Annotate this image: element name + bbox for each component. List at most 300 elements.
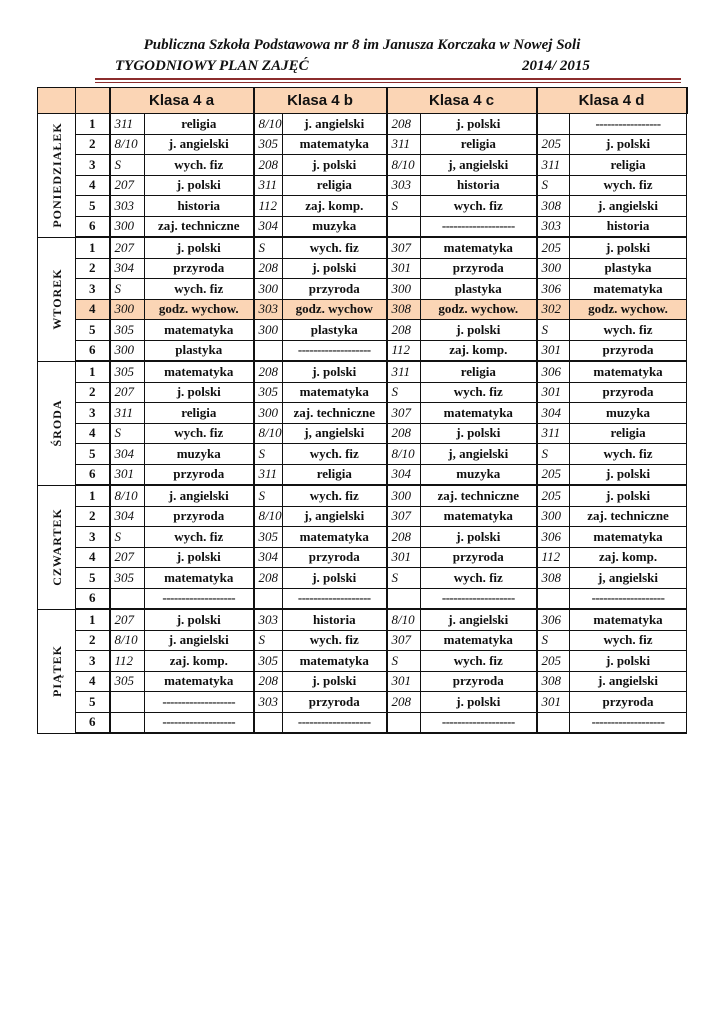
room-number: 112: [110, 651, 145, 672]
day-label: WTOREK: [49, 268, 64, 330]
class-header: [110, 88, 254, 114]
subject: matematyka: [421, 403, 537, 424]
room-number: 307: [387, 403, 421, 424]
subject: religia: [570, 155, 687, 176]
subject: j. polski: [570, 134, 687, 155]
room-number: S: [537, 320, 570, 341]
room-number: 8/10: [110, 485, 145, 506]
room-number: [387, 712, 421, 733]
lesson-number: 6: [76, 340, 110, 361]
lesson-row: [38, 609, 687, 630]
room-number: [110, 588, 145, 609]
lesson-row: [38, 506, 687, 527]
subject: -------------------: [570, 588, 687, 609]
room-number: 306: [537, 527, 570, 548]
subject: godz. wychow.: [421, 299, 537, 320]
room-number: 8/10: [254, 423, 283, 444]
subject: j. angielski: [283, 114, 387, 135]
subject: religia: [421, 361, 537, 382]
subject: j. angielski: [570, 196, 687, 217]
subject: wych. fiz: [145, 423, 254, 444]
subject: historia: [570, 216, 687, 237]
subject: plastyka: [421, 279, 537, 300]
subject: j. polski: [283, 568, 387, 589]
day-label: PIĄTEK: [49, 644, 64, 698]
subject: j, angielski: [570, 568, 687, 589]
subject: j. polski: [145, 237, 254, 258]
subject: matematyka: [283, 134, 387, 155]
subject: przyroda: [421, 258, 537, 279]
subject: przyroda: [145, 258, 254, 279]
class-name: Klasa 4 c: [429, 91, 495, 109]
room-number: 303: [254, 609, 283, 630]
room-number: 112: [254, 196, 283, 217]
room-number: 306: [537, 609, 570, 630]
subject: muzyka: [283, 216, 387, 237]
room-number: 311: [254, 464, 283, 485]
subject: religia: [283, 464, 387, 485]
subject: wych. fiz: [283, 444, 387, 465]
subject: wych. fiz: [145, 279, 254, 300]
header-rule-thin: [95, 82, 681, 83]
subject: wych. fiz: [570, 175, 687, 196]
room-number: S: [254, 485, 283, 506]
subject: -------------------: [283, 712, 387, 733]
room-number: 311: [387, 134, 421, 155]
room-number: 305: [110, 671, 145, 692]
lesson-number: 2: [76, 134, 110, 155]
lesson-number: 1: [76, 361, 110, 382]
room-number: 303: [110, 196, 145, 217]
room-number: 304: [537, 403, 570, 424]
room-number: 311: [387, 361, 421, 382]
room-number: S: [387, 196, 421, 217]
subject: j. polski: [283, 155, 387, 176]
room-number: 311: [537, 155, 570, 176]
subject: muzyka: [421, 464, 537, 485]
room-number: 208: [387, 423, 421, 444]
room-number: 301: [537, 382, 570, 403]
subject: zaj. techniczne: [145, 216, 254, 237]
subject: j. polski: [570, 464, 687, 485]
plan-title: TYGODNIOWY PLAN ZAJĘĆ: [115, 58, 309, 74]
class-header-row: [38, 88, 687, 114]
subject: matematyka: [570, 527, 687, 548]
room-number: 300: [387, 485, 421, 506]
lesson-number: 4: [76, 547, 110, 568]
subject: wych. fiz: [283, 485, 387, 506]
room-number: 300: [537, 506, 570, 527]
room-number: 301: [110, 464, 145, 485]
subject: j. angielski: [145, 134, 254, 155]
subject: wych. fiz: [421, 196, 537, 217]
room-number: 208: [387, 320, 421, 341]
subject: zaj. komp.: [283, 196, 387, 217]
lesson-row: [38, 464, 687, 485]
lesson-number: 5: [76, 444, 110, 465]
subject: j. polski: [421, 527, 537, 548]
lesson-row: [38, 630, 687, 651]
subject: zaj. techniczne: [421, 485, 537, 506]
subject: matematyka: [421, 506, 537, 527]
room-number: 207: [110, 237, 145, 258]
school-name: Publiczna Szkoła Podstawowa nr 8 im Janusza Korczaka w Nowej Soli: [143, 37, 581, 53]
room-number: 308: [387, 299, 421, 320]
subject: -------------------: [421, 712, 537, 733]
subject: j. polski: [421, 692, 537, 713]
subject: j. polski: [570, 485, 687, 506]
subject: matematyka: [283, 382, 387, 403]
room-number: 305: [110, 361, 145, 382]
subject: j, angielski: [421, 444, 537, 465]
room-number: 300: [387, 279, 421, 300]
corner-cell: [76, 88, 110, 114]
lesson-number: 6: [76, 464, 110, 485]
subject: religia: [570, 423, 687, 444]
subject: -------------------: [421, 588, 537, 609]
room-number: 304: [110, 506, 145, 527]
subject: zaj. komp.: [421, 340, 537, 361]
room-number: [387, 588, 421, 609]
room-number: 205: [537, 651, 570, 672]
room-number: 8/10: [254, 506, 283, 527]
room-number: 8/10: [254, 114, 283, 135]
subject: j, angielski: [283, 506, 387, 527]
lesson-row: [38, 444, 687, 465]
lesson-number: 1: [76, 114, 110, 135]
room-number: 308: [537, 671, 570, 692]
lesson-number: 5: [76, 568, 110, 589]
subject: wych. fiz: [283, 237, 387, 258]
subject: wych. fiz: [421, 382, 537, 403]
lesson-row: [38, 258, 687, 279]
room-number: 300: [537, 258, 570, 279]
room-number: S: [254, 630, 283, 651]
room-number: S: [537, 444, 570, 465]
subject: j. angielski: [145, 485, 254, 506]
lesson-number: 1: [76, 609, 110, 630]
subject: przyroda: [421, 671, 537, 692]
room-number: 307: [387, 630, 421, 651]
lesson-number: 6: [76, 216, 110, 237]
subject: muzyka: [570, 403, 687, 424]
subject: j. angielski: [421, 609, 537, 630]
subject: godz. wychow: [283, 299, 387, 320]
lesson-row: [38, 403, 687, 424]
subject: religia: [283, 175, 387, 196]
day-label: CZWARTEK: [49, 508, 64, 586]
subject: religia: [421, 134, 537, 155]
subject: przyroda: [570, 692, 687, 713]
room-number: 207: [110, 609, 145, 630]
subject: matematyka: [145, 320, 254, 341]
day-cell: [38, 114, 76, 238]
day-cell: [38, 237, 76, 361]
room-number: 304: [110, 258, 145, 279]
room-number: 205: [537, 134, 570, 155]
subject: j. polski: [145, 175, 254, 196]
subject: j. polski: [570, 237, 687, 258]
room-number: 208: [387, 527, 421, 548]
room-number: 307: [387, 237, 421, 258]
room-number: 208: [387, 692, 421, 713]
lesson-number: 1: [76, 485, 110, 506]
lesson-row: [38, 279, 687, 300]
lesson-row: [38, 237, 687, 258]
room-number: S: [387, 568, 421, 589]
room-number: [110, 692, 145, 713]
room-number: 301: [537, 340, 570, 361]
subject: matematyka: [283, 651, 387, 672]
lesson-number: 5: [76, 692, 110, 713]
subject: -------------------: [283, 340, 387, 361]
room-number: 311: [254, 175, 283, 196]
lesson-row: [38, 423, 687, 444]
lesson-row: [38, 196, 687, 217]
room-number: 304: [387, 464, 421, 485]
lesson-row: [38, 340, 687, 361]
room-number: [110, 712, 145, 733]
lesson-row: [38, 320, 687, 341]
subject: wych. fiz: [570, 630, 687, 651]
subject: j. angielski: [145, 630, 254, 651]
lesson-number: 1: [76, 237, 110, 258]
subject: historia: [283, 609, 387, 630]
room-number: 304: [254, 547, 283, 568]
room-number: 305: [110, 320, 145, 341]
lesson-row: [38, 692, 687, 713]
room-number: 208: [254, 568, 283, 589]
lesson-row: [38, 114, 687, 135]
room-number: 205: [537, 485, 570, 506]
subject: przyroda: [145, 464, 254, 485]
room-number: 304: [254, 216, 283, 237]
room-number: S: [387, 382, 421, 403]
room-number: 300: [254, 279, 283, 300]
room-number: 311: [537, 423, 570, 444]
subject: przyroda: [421, 547, 537, 568]
room-number: [387, 216, 421, 237]
subject: muzyka: [145, 444, 254, 465]
subject: matematyka: [570, 279, 687, 300]
room-number: [254, 712, 283, 733]
lesson-number: 2: [76, 258, 110, 279]
lesson-number: 2: [76, 506, 110, 527]
subject: godz. wychow.: [570, 299, 687, 320]
subject: wych. fiz: [570, 444, 687, 465]
room-number: 311: [110, 114, 145, 135]
room-number: 304: [110, 444, 145, 465]
subject: zaj. komp.: [145, 651, 254, 672]
subject: matematyka: [145, 568, 254, 589]
lesson-row: [38, 485, 687, 506]
subject: wych. fiz: [421, 651, 537, 672]
subject: j. polski: [570, 651, 687, 672]
room-number: 300: [110, 216, 145, 237]
room-number: 208: [254, 361, 283, 382]
room-number: 306: [537, 279, 570, 300]
class-name: Klasa 4 d: [578, 91, 645, 109]
room-number: 207: [110, 547, 145, 568]
subject: j. polski: [421, 320, 537, 341]
lesson-row: [38, 382, 687, 403]
room-number: S: [537, 175, 570, 196]
school-year: 2014/ 2015: [522, 58, 590, 74]
room-number: 303: [254, 692, 283, 713]
subject: matematyka: [570, 609, 687, 630]
subject: historia: [145, 196, 254, 217]
room-number: 301: [387, 671, 421, 692]
subject: j, angielski: [421, 155, 537, 176]
room-number: S: [254, 237, 283, 258]
room-number: 311: [110, 403, 145, 424]
room-number: [537, 588, 570, 609]
room-number: [254, 588, 283, 609]
lesson-row: [38, 155, 687, 176]
room-number: S: [387, 651, 421, 672]
day-label: PONIEDZIAŁEK: [49, 122, 64, 228]
class-name: Klasa 4 b: [287, 91, 353, 109]
subject: wych. fiz: [145, 527, 254, 548]
subject: -----------------: [570, 114, 687, 135]
subject: przyroda: [570, 340, 687, 361]
subject: matematyka: [283, 527, 387, 548]
room-number: 300: [254, 403, 283, 424]
room-number: 307: [387, 506, 421, 527]
subject: religia: [145, 403, 254, 424]
room-number: 208: [254, 258, 283, 279]
subject: -------------------: [145, 692, 254, 713]
room-number: 300: [254, 320, 283, 341]
room-number: 208: [387, 114, 421, 135]
class-name: Klasa 4 a: [148, 91, 215, 109]
day-label: ŚRODA: [49, 399, 64, 447]
subject: zaj. komp.: [570, 547, 687, 568]
subject: przyroda: [283, 692, 387, 713]
subject: matematyka: [570, 361, 687, 382]
room-number: 8/10: [387, 609, 421, 630]
lesson-number: 3: [76, 651, 110, 672]
room-number: 8/10: [110, 134, 145, 155]
lesson-number: 5: [76, 196, 110, 217]
subject: j. polski: [421, 423, 537, 444]
subject: -------------------: [145, 712, 254, 733]
room-number: 301: [537, 692, 570, 713]
subject: -------------------: [570, 712, 687, 733]
room-number: 306: [537, 361, 570, 382]
room-number: 303: [537, 216, 570, 237]
room-number: 207: [110, 175, 145, 196]
subject: matematyka: [421, 237, 537, 258]
lesson-row: [38, 175, 687, 196]
room-number: 208: [254, 155, 283, 176]
day-cell: [38, 485, 76, 609]
room-number: 303: [387, 175, 421, 196]
subject: przyroda: [283, 279, 387, 300]
subject: j. polski: [421, 114, 537, 135]
room-number: S: [110, 527, 145, 548]
class-header: [254, 88, 387, 114]
lesson-number: 3: [76, 279, 110, 300]
room-number: 305: [254, 134, 283, 155]
timetable: [37, 87, 688, 734]
class-header: [387, 88, 537, 114]
lesson-row: [38, 299, 687, 320]
lesson-number: 4: [76, 423, 110, 444]
subject: j. polski: [145, 609, 254, 630]
lesson-number: 4: [76, 175, 110, 196]
lesson-row: [38, 671, 687, 692]
room-number: 8/10: [387, 444, 421, 465]
subject: j. polski: [283, 361, 387, 382]
lesson-row: [38, 547, 687, 568]
room-number: 300: [110, 340, 145, 361]
room-number: S: [110, 279, 145, 300]
lesson-row: [38, 134, 687, 155]
room-number: 208: [254, 671, 283, 692]
room-number: S: [254, 444, 283, 465]
lesson-number: 3: [76, 155, 110, 176]
lesson-number: 3: [76, 403, 110, 424]
room-number: 305: [254, 651, 283, 672]
lesson-number: 4: [76, 671, 110, 692]
subject: przyroda: [283, 547, 387, 568]
room-number: 8/10: [110, 630, 145, 651]
day-cell: [38, 609, 76, 733]
subject: zaj. techniczne: [570, 506, 687, 527]
room-number: 300: [110, 299, 145, 320]
subject: matematyka: [145, 361, 254, 382]
subject: przyroda: [145, 506, 254, 527]
subject: j. polski: [283, 258, 387, 279]
room-number: 207: [110, 382, 145, 403]
room-number: 308: [537, 196, 570, 217]
subject: zaj. techniczne: [283, 403, 387, 424]
subject: -------------------: [421, 216, 537, 237]
room-number: 305: [254, 527, 283, 548]
subject: matematyka: [421, 630, 537, 651]
subject: historia: [421, 175, 537, 196]
subject: godz. wychow.: [145, 299, 254, 320]
lesson-number: 4: [76, 299, 110, 320]
subject: j. polski: [283, 671, 387, 692]
subject: przyroda: [570, 382, 687, 403]
corner-cell: [38, 88, 76, 114]
subject: religia: [145, 114, 254, 135]
room-number: 301: [387, 547, 421, 568]
subject: plastyka: [570, 258, 687, 279]
room-number: [254, 340, 283, 361]
day-cell: [38, 361, 76, 485]
room-number: 8/10: [387, 155, 421, 176]
lesson-row: [38, 527, 687, 548]
lesson-number: 6: [76, 588, 110, 609]
subject: wych. fiz: [283, 630, 387, 651]
room-number: 303: [254, 299, 283, 320]
room-number: S: [110, 155, 145, 176]
header-rule: [95, 78, 681, 80]
lesson-row: [38, 568, 687, 589]
lesson-number: 2: [76, 630, 110, 651]
lesson-row: [38, 712, 687, 733]
room-number: [537, 712, 570, 733]
lesson-row: [38, 651, 687, 672]
room-number: 302: [537, 299, 570, 320]
room-number: 305: [254, 382, 283, 403]
room-number: 112: [387, 340, 421, 361]
lesson-row: [38, 216, 687, 237]
subject: plastyka: [145, 340, 254, 361]
